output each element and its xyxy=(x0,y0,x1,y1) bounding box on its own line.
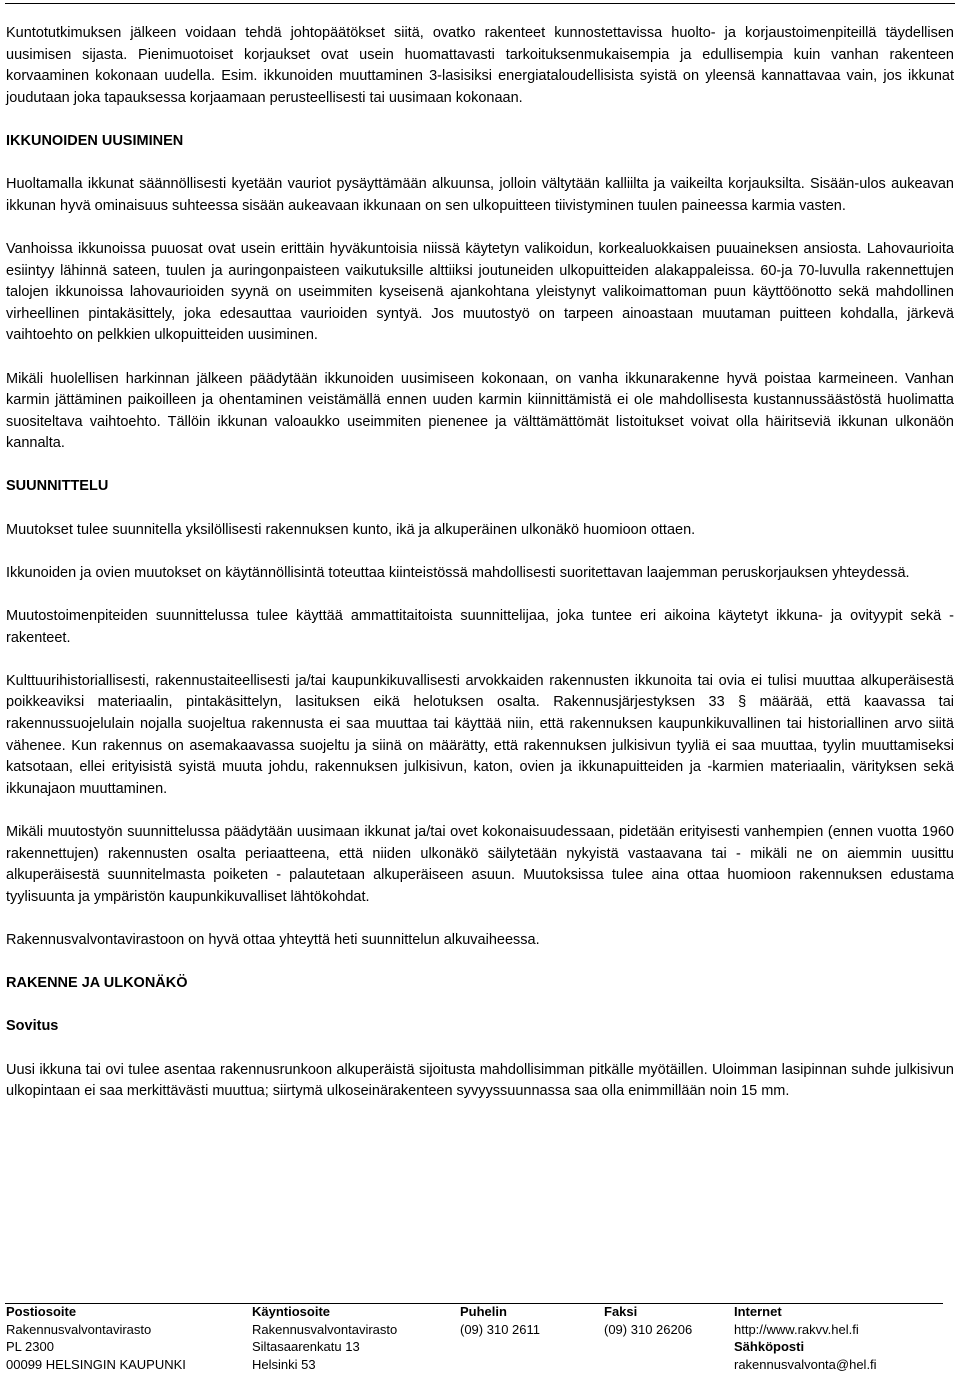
footer-text: Helsinki 53 xyxy=(252,1356,316,1372)
footer-heading-sahkoposti: Sähköposti xyxy=(734,1339,805,1354)
footer-internet xyxy=(734,1303,877,1373)
footer-heading-internet: Internet xyxy=(734,1304,782,1319)
paragraph: Mikäli huolellisen harkinnan jälkeen päädytään ikkunoiden uusimiseen kokonaan, on vanha ikkunarakenne hyvä poistaa karmeineen. Vanhan karmin jättäminen paikoilleen ja ohentaminen veistämällä ennen uuden karmin kiinnittämistä ei ole mahdollisesta kustannussäästöstä huolimatta suositeltava vaihtoehto. Tällöin ikkunan valoaukko useimmiten pienenee ja välttämättömät listoitukset voivat olla häiritseviä ikkunan ulkonäön kannalta. xyxy=(6,370,954,452)
paragraph: Vanhoissa ikkunoissa puuosat ovat usein erittäin hyväkuntoisia niissä käytetyn valikoidun, korkealuokkaisen puuaineksen ansiosta. Lahovaurioita esiintyy lähinnä sateen, tuulen ja auringonpaisteen vaikutuksille alttiiksi joutuneiden ulkopuitteiden alakappaleissa. 60-ja 70-luvulla rakennettujen talojen ikkunoissa lahovaurioiden syynä on useimmiten kyseisenä ajankohtana yleistynyt valikoimattoman puun käyttöönotto sekä mahdollinen virheellinen pintakäsittely, joka edesauttaa vaurioiden syntyä. Jos muutostyö on tarpeen ainoastaan muutaman puitteen kohdalla, järkevä vaihtoehto on pelkkien ulkopuitteiden uusiminen. xyxy=(6,240,954,344)
footer-text: 00099 HELSINGIN KAUPUNKI xyxy=(6,1356,186,1372)
footer-kayntiosoite xyxy=(252,1303,397,1373)
website-link[interactable]: http://www.rakvv.hel.fi xyxy=(734,1321,859,1337)
paragraph: Rakennusvalvontavirastoon on hyvä ottaa yhteyttä heti suunnittelun alkuvaiheessa. xyxy=(6,931,540,948)
email-link[interactable]: rakennusvalvonta@hel.fi xyxy=(734,1356,877,1372)
heading-suunnittelu: SUUNNITTELU xyxy=(6,478,109,495)
fax-number: (09) 310 26206 xyxy=(604,1321,693,1337)
footer-puhelin xyxy=(460,1303,540,1338)
phone-number: (09) 310 2611 xyxy=(460,1321,540,1337)
heading-ikkunoiden-uusiminen: IKKUNOIDEN UUSIMINEN xyxy=(6,132,184,149)
footer-heading-puhelin: Puhelin xyxy=(460,1304,507,1319)
paragraph: Kulttuurihistoriallisesti, rakennustaiteellisesti ja/tai kaupunkikuvallisesti arvokkaiden rakennusten ikkunoita tai ovia ei tulisi muuttaa alkuperäisestä poikkeaviksi materiaalin, pintakäsittelyn, lasituksen eikä helotuksen osalta. Rakennusjärjestyksen 33 § määrää, että kaavassa tai rakennussuojelulain nojalla suojeltua rakennusta ei saa muuttaa tai käyttää niin, että rakennuksen kaupunkikuvallinen tai historiallinen arvo siitä vähenee. Kun rakennus on asemakaavassa suojeltu ja siinä on määrätty, että rakennuksen julkisivun tyyliä ei saa muuttaa, tyylin muuttamiseksi katsotaan, ellei erityisistä syistä muuta johdu, rakennuksen julkisivun, katon, ovien ja ikkunapuitteiden ja -karmien materiaalin, värityksen sekä ikkunajaon muuttaminen. xyxy=(6,672,954,797)
footer-text: PL 2300 xyxy=(6,1339,54,1354)
paragraph: Ikkunoiden ja ovien muutokset on käytännöllisintä toteuttaa kiinteistössä mahdollisesti suoritettavan laajemman peruskorjauksen yhteydessä. xyxy=(6,564,910,581)
footer-heading-kayntiosoite: Käyntiosoite xyxy=(252,1304,331,1319)
paragraph: Muutostoimenpiteiden suunnittelussa tulee käyttää ammattitaitoista suunnittelijaa, joka tuntee eri aikoina käytetyt ikkuna- ja ovityypit sekä -rakenteet. xyxy=(6,608,954,646)
footer-postiosoite xyxy=(6,1303,186,1373)
paragraph: Muutokset tulee suunnitella yksilöllisesti rakennuksen kunto, ikä ja alkuperäinen ulkonäkö huomioon ottaen. xyxy=(6,521,696,538)
footer-text: Rakennusvalvontavirasto xyxy=(6,1321,152,1337)
footer-heading-faksi: Faksi xyxy=(604,1304,638,1319)
footer-text: Rakennusvalvontavirasto xyxy=(252,1321,398,1337)
paragraph: Uusi ikkuna tai ovi tulee asentaa rakennusrunkoon alkuperäistä sijoitusta mahdollisimman pitkälle myötäillen. Uloimman lasipinnan suhde julkisivun ulkopintaan ei saa merkittävästi muuttua; siirtymä ulkoseinärakenteen syvyyssuunnassa saa olla enimmillään noin 15 mm. xyxy=(6,1061,954,1100)
footer-heading-postiosoite: Postiosoite xyxy=(6,1304,77,1319)
paragraph: Huoltamalla ikkunat säännöllisesti kyetään vauriot pysäyttämään alkuunsa, jolloin vältytään kalliilta ja vaikeilta korjauksilta. Sisään-ulos aukeavan ikkunan hyvä ominaisuus suhteessa sisään aukeavaan ikkunaan on sen ulkopuitteen tiivistyminen tuulen paineessa karmia vasten. xyxy=(6,176,954,214)
heading-rakenne-ja-ulkonako: RAKENNE JA ULKONÄKÖ xyxy=(6,975,188,992)
intro-paragraph: Kuntotutkimuksen jälkeen voidaan tehdä johtopäätökset siitä, ovatko rakenteet kunnostettavissa huolto- ja korjaustoimenpiteillä täydellisen uusimisen sijasta. Pienimuotoiset korjaukset ovat usein huomattavasti tarkoituksenmukaisempia ja edullisempia kuin vanhan rakenteen korvaaminen kokonaan uudella. Esim. ikkunoiden muuttaminen 3-lasisiksi energiataloudellisista syistä on yleensä kannattavaa vain, jos ikkunat joudutaan joka tapauksessa korjaamaan perusteellisesti tai uusimaan kokonaan. xyxy=(6,25,954,106)
subheading-sovitus: Sovitus xyxy=(6,1018,59,1035)
document-body xyxy=(6,23,954,1124)
footer-text: Siltasaarenkatu 13 xyxy=(252,1339,360,1354)
top-rule xyxy=(5,3,955,4)
paragraph: Mikäli muutostyön suunnittelussa päädytään uusimaan ikkunat ja/tai ovet kokonaisuudessaan, pidetään erityisesti vanhempien (ennen vuotta 1960 rakennettujen) rakennusten osalta periaatteena, että niiden ulkonäkö säilytetään nykyistä vastaavana tai - mikäli ne on aiemmin uusittu alkuperäisestä suunnitelmasta poiketen - palautetaan alkuperäiseen asuun. Muutoksissa tulee aina ottaa huomioon rakennuksen edustama tyylisuunta ja ympäristön kaupunkikuvalliset lähtökohdat. xyxy=(6,823,954,905)
footer-faksi xyxy=(604,1303,692,1338)
